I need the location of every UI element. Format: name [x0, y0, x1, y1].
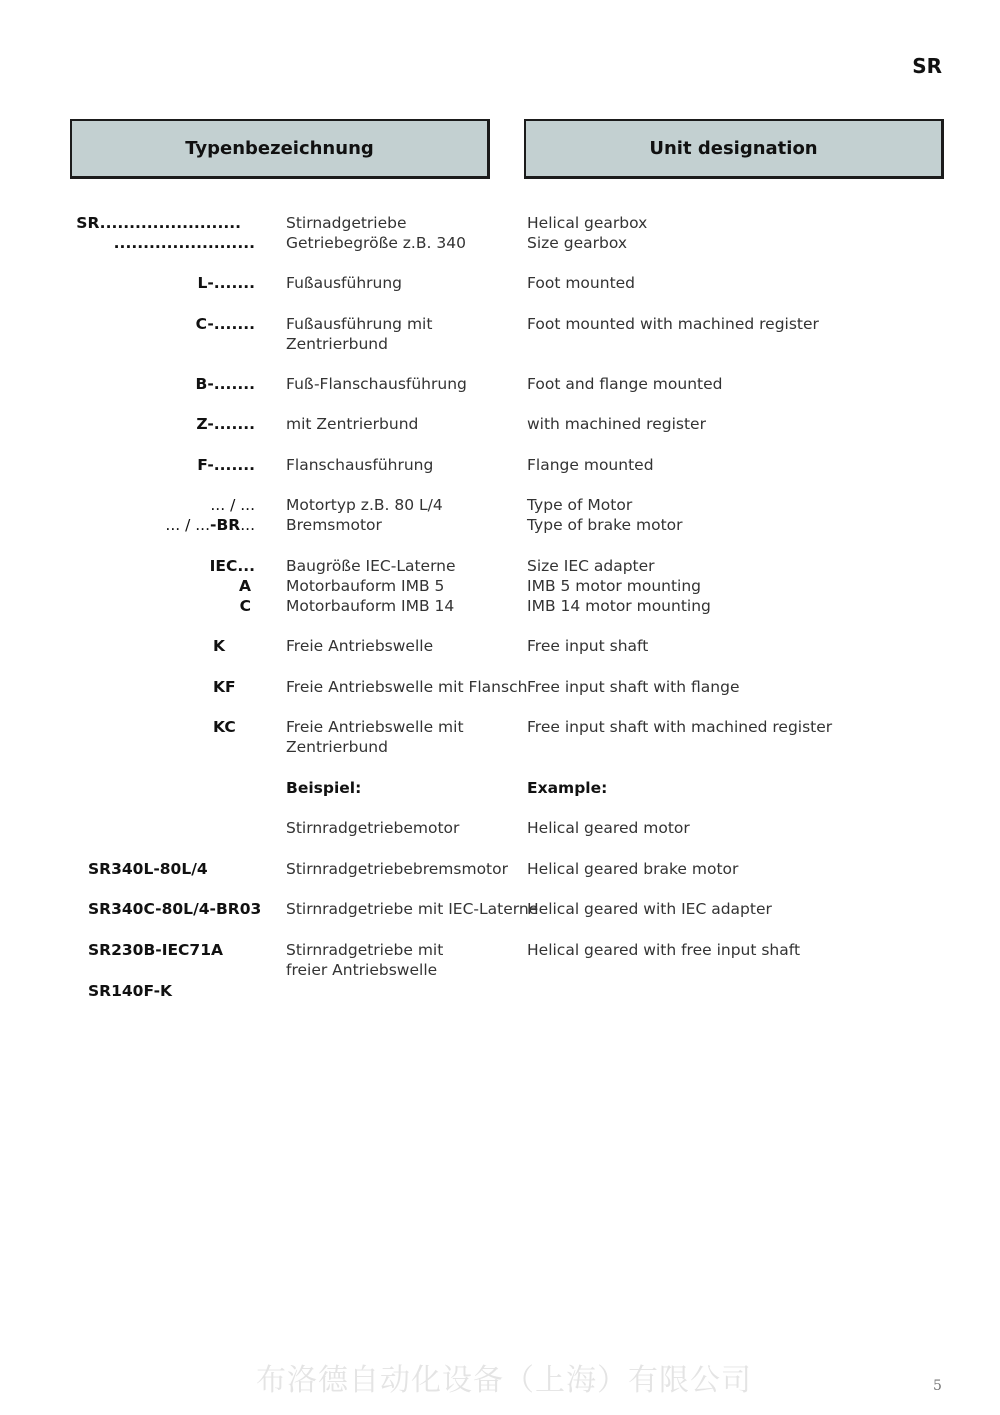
de-line: Motorbauform IMB 5 [286, 577, 445, 595]
english-description: Foot mounted with machined register [527, 315, 819, 333]
english-description: Free input shaft with flange [527, 678, 740, 696]
example-heading-en: Example: [527, 779, 608, 797]
code-line: C [239, 597, 251, 615]
de-line: Getriebegröße z.B. 340 [286, 234, 466, 252]
code-line [165, 515, 255, 535]
code-part: ... / ... [165, 516, 211, 534]
german-description [286, 314, 432, 354]
designation-code: KF [213, 678, 236, 696]
german-description: Fuß-Flanschausführung [286, 375, 467, 393]
german-description: Freie Antriebswelle [286, 637, 434, 655]
english-description [527, 556, 711, 616]
german-description [286, 717, 464, 757]
de-line: Baugröße IEC-Laterne [286, 557, 456, 575]
code-line: SR........................ [76, 214, 241, 232]
en-line: Size IEC adapter [527, 557, 655, 575]
header-right-title: Unit designation [649, 138, 818, 159]
designation-code: F-....... [197, 456, 255, 474]
header-box-typenbezeichnung [70, 119, 490, 179]
designation-code: KC [213, 718, 236, 736]
en-line: Size gearbox [527, 234, 628, 252]
example-code: SR340L-80L/4 [88, 860, 208, 878]
de-line: Motortyp z.B. 80 L/4 [286, 496, 443, 514]
example-code: SR230B-IEC71A [88, 941, 223, 959]
de-line: Fußausführung mit [286, 315, 433, 333]
en-line: IMB 14 motor mounting [527, 597, 711, 615]
en-line: IMB 5 motor mounting [527, 577, 702, 595]
german-description [286, 495, 443, 535]
en-line: Helical gearbox [527, 214, 648, 232]
code-part: ... [240, 516, 255, 534]
english-description: with machined register [527, 415, 706, 433]
page-number: 5 [933, 1378, 942, 1394]
english-description: Foot mounted [527, 274, 636, 292]
designation-code: C-....... [195, 315, 255, 333]
german-description: Flanschausführung [286, 456, 434, 474]
english-description [527, 495, 683, 535]
english-description [527, 213, 647, 253]
code-line: ........................ [113, 234, 255, 252]
code-line: A [239, 577, 251, 595]
english-description: Helical geared motor [527, 819, 690, 837]
english-description: Flange mounted [527, 456, 654, 474]
de-line: Zentrierbund [286, 738, 388, 756]
de-line: Motorbauform IMB 14 [286, 597, 455, 615]
example-code: SR140F-K [88, 982, 173, 1000]
german-description: mit Zentrierbund [286, 415, 419, 433]
de-line: freier Antriebswelle [286, 961, 438, 979]
en-line: Type of brake motor [527, 516, 683, 534]
de-line: Stirnradgetriebe mit [286, 941, 444, 959]
code-line: IEC... [209, 557, 255, 575]
german-description: Fußausführung [286, 274, 403, 292]
english-description: Free input shaft with machined register [527, 718, 833, 736]
section-tag: SR [912, 54, 942, 78]
example-heading-de: Beispiel: [286, 779, 362, 797]
header-left-title: Typenbezeichnung [185, 138, 374, 159]
code-line: ... / ... [210, 496, 255, 514]
german-description [286, 940, 443, 980]
designation-code: K [213, 637, 226, 655]
code-part-bold: -BR [210, 516, 241, 534]
english-description: Foot and flange mounted [527, 375, 723, 393]
de-line: Stirnadgetriebe [286, 214, 407, 232]
de-line: Freie Antriebswelle mit [286, 718, 464, 736]
english-description: Helical geared brake motor [527, 860, 739, 878]
de-line: Bremsmotor [286, 516, 382, 534]
designation-code [165, 495, 255, 535]
header-box-unit-designation [524, 119, 944, 179]
english-description: Free input shaft [527, 637, 649, 655]
english-description: Helical geared with IEC adapter [527, 900, 772, 918]
german-description: Freie Antriebswelle mit Flansch [286, 678, 528, 696]
designation-code: B-....... [195, 375, 255, 393]
designation-code: Z-....... [196, 415, 255, 433]
english-description: Helical geared with free input shaft [527, 941, 801, 959]
de-line: Zentrierbund [286, 335, 388, 353]
german-description: Stirnradgetriebebremsmotor [286, 860, 508, 878]
german-description: Stirnradgetriebe mit IEC-Laterne [286, 900, 539, 918]
designation-code [210, 556, 255, 616]
designation-code: L-....... [197, 274, 255, 292]
german-description: Stirnradgetriebemotor [286, 819, 460, 837]
company-watermark: 布洛德自动化设备（上海）有限公司 [256, 1363, 752, 1398]
en-line: Type of Motor [527, 496, 633, 514]
example-code: SR340C-80L/4-BR03 [88, 900, 262, 918]
german-description [286, 556, 456, 616]
german-description [286, 213, 466, 253]
designation-code [76, 213, 255, 253]
